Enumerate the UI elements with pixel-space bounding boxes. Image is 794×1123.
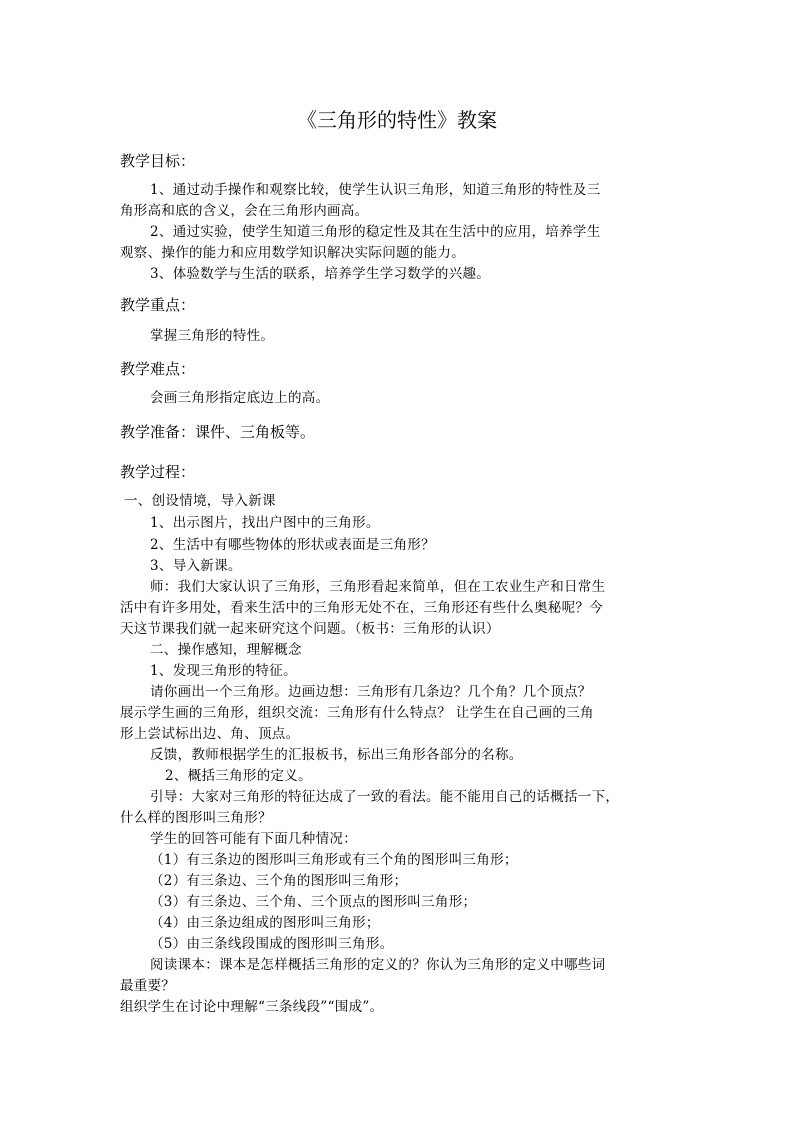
process-line: 学生的回答可能有下面几种情况： xyxy=(150,831,357,847)
process-line: 师：我们大家认识了三角形，三角形看起来简单，但在工农业生产和日常生 xyxy=(150,579,606,595)
process-line: 请你画出一个三角形。边画边想：三角形有几条边？几个角？几个顶点？ xyxy=(150,684,592,700)
objective-line: 观察、操作的能力和应用数学知识解决实际问题的能力。 xyxy=(120,245,465,261)
process-line: 形上尝试标出边、角、顶点。 xyxy=(120,726,300,742)
process-line: 一、创设情境，导入新课 xyxy=(124,493,276,509)
objective-line: 2、通过实验，使学生知道三角形的稳定性及其在生活中的应用，培养学生 xyxy=(150,224,601,240)
process-line: 反馈，教师根据学生的汇报板书，标出三角形各部分的名称。 xyxy=(150,747,523,763)
process-line: 活中有许多用处，看来生活中的三角形无处不在，三角形还有些什么奥秘呢？今 xyxy=(120,600,603,616)
process-line: 2、概括三角形的定义。 xyxy=(165,768,312,784)
process-line: （3）有三条边、三个角、三个顶点的图形叫三角形； xyxy=(150,894,477,910)
key-point-heading: 教学重点： xyxy=(120,296,196,314)
process-line: 最重要？ xyxy=(120,978,176,994)
objectives-heading: 教学目标： xyxy=(120,152,196,170)
process-heading: 教学过程： xyxy=(120,463,196,481)
process-line: 阅读课本：课本是怎样概括三角形的定义的？你认为三角形的定义中哪些词 xyxy=(150,957,606,973)
process-line: 什么样的图形叫三角形？ xyxy=(120,810,272,826)
process-line: 2、生活中有哪些物体的形状或表面是三角形？ xyxy=(150,537,435,553)
process-line: 二、操作感知，理解概念 xyxy=(150,642,302,658)
process-line: 天这节课我们就一起来研究这个问题。（板书：三角形的认识） xyxy=(120,621,500,637)
process-line: 1、发现三角形的特征。 xyxy=(150,663,297,679)
process-line: （1）有三条边的图形叫三角形或有三个角的图形叫三角形； xyxy=(150,852,518,868)
process-line: （4）由三条边组成的图形叫三角形； xyxy=(150,915,380,931)
difficulty-text: 会画三角形指定底边上的高。 xyxy=(150,390,330,406)
document-title: 《三角形的特性》教案 xyxy=(297,108,497,132)
preparation-heading: 教学准备：课件、三角板等。 xyxy=(120,423,316,441)
objective-line: 角形高和底的含义，会在三角形内画高。 xyxy=(120,203,369,219)
process-line: （2）有三条边、三个角的图形叫三角形； xyxy=(150,873,408,889)
process-line: 引导：大家对三角形的特征达成了一致的看法。能不能用自己的话概括一下， xyxy=(150,789,620,805)
key-point-text: 掌握三角形的特性。 xyxy=(150,328,275,344)
process-line: 组织学生在讨论中理解“三条线段”“围成”。 xyxy=(120,999,384,1015)
difficulty-heading: 教学难点： xyxy=(120,360,196,378)
process-line: 3、导入新课。 xyxy=(150,558,242,574)
objective-line: 1、通过动手操作和观察比较，使学生认识三角形，知道三角形的特性及三 xyxy=(150,182,601,198)
process-line: （5）由三条线段围成的图形叫三角形。 xyxy=(150,936,394,952)
process-line: 1、出示图片，找出户图中的三角形。 xyxy=(150,515,380,531)
objective-line: 3、体验数学与生活的联系，培养学生学习数学的兴趣。 xyxy=(150,266,491,282)
process-line: 展示学生画的三角形，组织交流：三角形有什么特点？ 让学生在自己画的三角 xyxy=(120,705,594,721)
